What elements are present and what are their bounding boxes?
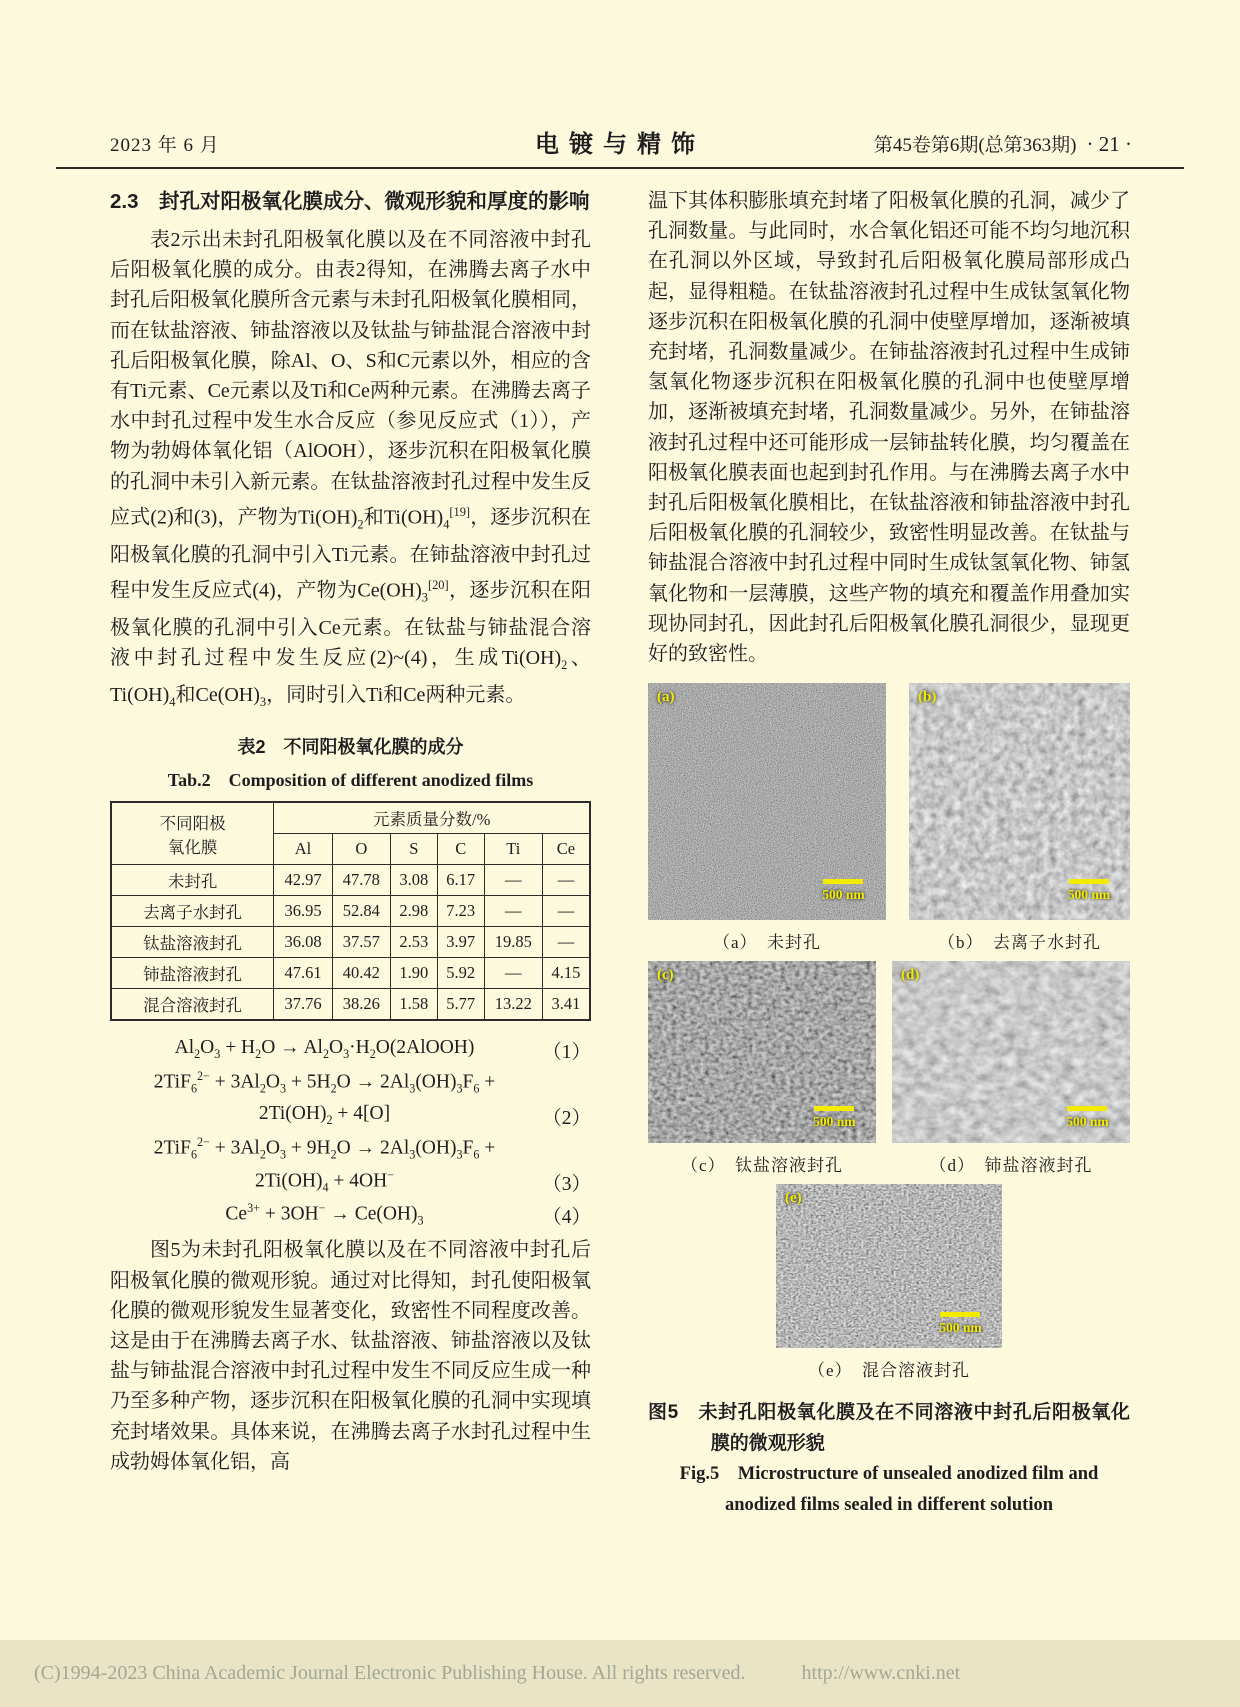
column-header: Ce	[542, 834, 590, 865]
panel-tag: (a)	[657, 689, 675, 706]
cnki-url: http://www.cnki.net	[801, 1662, 961, 1684]
column-header: Ti	[484, 834, 542, 865]
table-cell: 5.77	[437, 989, 484, 1021]
footer-bar	[0, 1640, 1240, 1707]
row-label: 去离子水封孔	[111, 896, 274, 927]
table-corner-header	[111, 802, 274, 865]
panel-tag: (d)	[901, 967, 920, 984]
panel-caption: （c） 钛盐溶液封孔	[680, 1156, 844, 1176]
scale-bar-label: 500 nm	[939, 1319, 982, 1335]
equation-line	[110, 1165, 591, 1198]
scale-bar-label: 500 nm	[1067, 886, 1111, 902]
table-row	[111, 927, 590, 958]
table-cell: 1.90	[390, 958, 437, 989]
table-row	[111, 865, 590, 896]
panel-wrap-b	[909, 683, 1130, 953]
table-cell: 47.78	[332, 865, 390, 896]
journal-title: 电镀与精饰	[535, 131, 705, 158]
scale-bar-line	[940, 1312, 980, 1317]
table-group-header: 元素质量分数/%	[274, 802, 590, 834]
table-block	[110, 733, 591, 1021]
issue-info: 第45卷第6期(总第363期)	[873, 135, 1077, 156]
left-column	[110, 186, 591, 1477]
table-cell: 37.57	[332, 927, 390, 958]
scale-bar-line	[823, 879, 863, 884]
scale-bar	[822, 879, 864, 904]
row-label: 混合溶液封孔	[111, 989, 274, 1021]
sem-image-unsealed	[648, 683, 886, 920]
sem-image-ti-sealed	[648, 961, 876, 1143]
panel-caption: （e） 混合溶液封孔	[807, 1361, 971, 1381]
equation-body: $2Ti(OH)_2 + 4[O]$	[258, 1103, 391, 1128]
equation-line	[110, 1033, 591, 1066]
table-cell: 38.26	[332, 989, 390, 1021]
table-cell: —	[542, 896, 590, 927]
table-cell: 52.84	[332, 896, 390, 927]
table-cell: 6.17	[437, 865, 484, 896]
paragraph-morphology-intro: 图5为未封孔阳极氧化膜以及在不同溶液中封孔后阳极氧化膜的微观形貌。通过对比得知，封孔使阳极氧化膜的微观形貌发生显著变化，致密性不同程度改善。这是由于在沸腾去离子水、钛盐溶液、铈盐溶液以及钛盐与铈盐混合溶液中封孔过程中发生不同反应生成一种乃至多种产物，逐步沉积在阳极氧化膜的孔洞中实现填充封堵效果。具体来说，在沸腾去离子水封孔过程中生成勃姆体氧化铝，高	[110, 1239, 591, 1473]
column-header: S	[390, 834, 437, 865]
panel-wrap-d	[892, 961, 1130, 1176]
scale-bar-label: 500 nm	[822, 886, 865, 902]
row-label: 未封孔	[111, 865, 274, 896]
corner-header-line2: 氧化膜	[167, 837, 218, 857]
equation-line	[110, 1198, 591, 1231]
panel-wrap-c	[648, 961, 876, 1176]
scale-bar-label: 500 nm	[1066, 1113, 1109, 1129]
scale-bar	[813, 1106, 855, 1131]
scale-bar	[1066, 1106, 1108, 1131]
table-cell: 13.22	[484, 989, 542, 1021]
table-cell: 3.08	[390, 865, 437, 896]
sem-image-water-sealed	[909, 683, 1130, 920]
figure-caption-en-line2: anodized films sealed in different solution	[724, 1495, 1054, 1516]
table-cell: —	[484, 896, 542, 927]
sem-image-mixed-sealed	[776, 1184, 1002, 1348]
table-cell: 40.42	[332, 958, 390, 989]
header-issue-block	[874, 130, 1132, 157]
column-header: Al	[274, 834, 332, 865]
figure-row-3	[648, 1184, 1130, 1381]
header-rule	[56, 167, 1184, 169]
panel-tag: (c)	[657, 967, 674, 984]
table-cell: 5.92	[437, 958, 484, 989]
table-cell: 7.23	[437, 896, 484, 927]
table-cell: 1.58	[390, 989, 437, 1021]
panel-tag: (e)	[785, 1190, 802, 1207]
equation-number: （4）	[542, 1206, 591, 1228]
equation-number: （3）	[542, 1173, 591, 1195]
table-cell: 3.97	[437, 927, 484, 958]
figure-row-1	[648, 683, 1130, 953]
panel-wrap-e	[776, 1184, 1002, 1381]
composition-table	[110, 801, 591, 1021]
table-cell: 2.98	[390, 896, 437, 927]
reaction-equations	[110, 1033, 591, 1231]
section-heading: 2.3 封孔对阳极氧化膜成分、微观形貌和厚度的影响	[110, 190, 590, 213]
table-cell: —	[484, 865, 542, 896]
table-cell: —	[484, 958, 542, 989]
paragraph-sealing-mechanism: 温下其体积膨胀填充封堵了阳极氧化膜的孔洞，减少了孔洞数量。与此同时，水合氧化铝还可能不均匀地沉积在孔洞以外区域，导致封孔后阳极氧化膜局部形成凸起，显得粗糙。在钛盐溶液封孔过程中生成钛氢氧化物逐步沉积在阳极氧化膜的孔洞中使壁厚增加，逐渐被填充封堵，孔洞数量减少。在铈盐溶液封孔过程中生成铈氢氧化物逐步沉积在阳极氧化膜的孔洞中也使壁厚增加，逐渐被填充封堵，孔洞数量减少。另外，在铈盐溶液封孔过程中还可能形成一层铈盐转化膜，均匀覆盖在阳极氧化膜表面也起到封孔作用。与在沸腾去离子水中封孔后阳极氧化膜相比，在钛盐溶液和铈盐溶液中封孔后阳极氧化膜的孔洞较少，致密性明显改善。在钛盐与铈盐混合溶液中封孔过程中同时生成钛氢氧化物、铈氢氧化物和一层薄膜，这些产物的填充和覆盖作用叠加实现协同封孔，因此封孔后阳极氧化膜孔洞很少，显现更好的致密性。	[648, 190, 1130, 666]
table-cell: 36.95	[274, 896, 332, 927]
copyright-text: (C)1994-2023 China Academic Journal Electronic Publishing House. All rights reserved.	[34, 1662, 746, 1684]
figure-caption-zh: 图5 未封孔阳极氧化膜及在不同溶液中封孔后阳极氧化膜的微观形貌	[648, 1402, 1130, 1455]
equation-line	[110, 1132, 591, 1165]
table-row	[111, 896, 590, 927]
table-row	[111, 989, 590, 1021]
table-row	[111, 958, 590, 989]
panel-caption: （d） 铈盐溶液封孔	[929, 1156, 1093, 1176]
row-label: 铈盐溶液封孔	[111, 958, 274, 989]
table-cell: —	[542, 865, 590, 896]
column-header: C	[437, 834, 484, 865]
paragraph-composition: 表2示出未封孔阳极氧化膜以及在不同溶液中封孔后阳极氧化膜的成分。由表2得知，在沸腾去离子水中封孔后阳极氧化膜所含元素与未封孔阳极氧化膜相同，而在钛盐溶液、铈盐溶液以及钛盐与铈盐混合溶液中封孔后阳极氧化膜，除Al、O、S和C元素以外，相应的含有Ti元素、Ce元素以及Ti和Ce两种元素。在沸腾去离子水中封孔过程中发生水合反应（参见反应式（1）），产物为勃姆体氧化铝（AlOOH），逐步沉积在阳极氧化膜的孔洞中未引入新元素。在钛盐溶液封孔过程中发生反应式(2)和(3)，产物为$Ti(OH)_2$和$Ti(OH)_4[19]$，逐步沉积在阳极氧化膜的孔洞中引入Ti元素。在铈盐溶液中封孔过程中发生反应式(4)，产物为$Ce(OH)_3[20]$，逐步沉积在阳极氧化膜的孔洞中引入Ce元素。在钛盐与铈盐混合溶液中封孔过程中发生反应(2)~(4)，生成$Ti(OH)_2$、$Ti(OH)_4$和$Ce(OH)_3$，同时引入Ti和Ce两种元素。	[110, 229, 592, 710]
figure-caption-en-line1: Fig.5 Microstructure of unsealed anodized film and	[679, 1464, 1099, 1485]
header-date: 2023 年 6 月	[110, 135, 220, 156]
table-cell: —	[542, 927, 590, 958]
equation-body: $Al_2O_3 + H_2O$ → $Al_2O_3\cdot H_2O(2AlOOH)$	[174, 1037, 475, 1062]
right-column	[648, 186, 1130, 1521]
scale-bar-line	[1067, 1106, 1107, 1111]
panel-caption: （a） 未封孔	[712, 933, 822, 953]
equation-number: （2）	[542, 1107, 591, 1129]
page-number: · 21 ·	[1086, 132, 1132, 156]
scale-bar	[1068, 879, 1110, 904]
corner-header-line1: 不同阳极	[159, 813, 226, 833]
table-cell: 19.85	[484, 927, 542, 958]
panel-wrap-a	[648, 683, 886, 953]
scale-bar-line	[1069, 879, 1109, 884]
equation-body: $2TiF_6^{2-} + 3Al_2O_3 + 9H_2O \to 2Al_3(OH)_3F_6$ +	[153, 1135, 496, 1162]
scale-bar-line	[814, 1106, 854, 1111]
table-cell: 42.97	[274, 865, 332, 896]
figure-5	[648, 683, 1130, 1521]
table-cell: 2.53	[390, 927, 437, 958]
equation-body: $Ce^{3+} + 3OH^- \to Ce(OH)_3$	[225, 1201, 424, 1228]
equation-line	[110, 1099, 591, 1132]
equation-body: $2TiF_6^{2-} + 3Al_2O_3 + 5H_2O \to 2Al_3(OH)_3F_6$ +	[153, 1069, 496, 1096]
row-label: 钛盐溶液封孔	[111, 927, 274, 958]
table-header-row-1	[111, 802, 590, 834]
sem-image-ce-sealed	[892, 961, 1130, 1143]
equation-body: $2Ti(OH)_4 + 4OH^-$	[254, 1168, 395, 1195]
equation-line	[110, 1066, 591, 1099]
panel-caption: （b） 去离子水封孔	[938, 933, 1101, 953]
table-cell: 36.08	[274, 927, 332, 958]
table-title-zh: 表2 不同阳极氧化膜的成分	[237, 737, 464, 758]
table-cell: 47.61	[274, 958, 332, 989]
column-header: O	[332, 834, 390, 865]
table-cell: 37.76	[274, 989, 332, 1021]
figure-row-2	[648, 961, 1130, 1176]
table-title-en: Tab.2 Composition of different anodized films	[167, 770, 534, 791]
equation-number: （1）	[542, 1041, 591, 1063]
table-cell: 3.41	[542, 989, 590, 1021]
scale-bar-label: 500 nm	[813, 1113, 856, 1129]
table-cell: 4.15	[542, 958, 590, 989]
panel-tag: (b)	[918, 689, 937, 706]
scale-bar	[939, 1312, 981, 1337]
